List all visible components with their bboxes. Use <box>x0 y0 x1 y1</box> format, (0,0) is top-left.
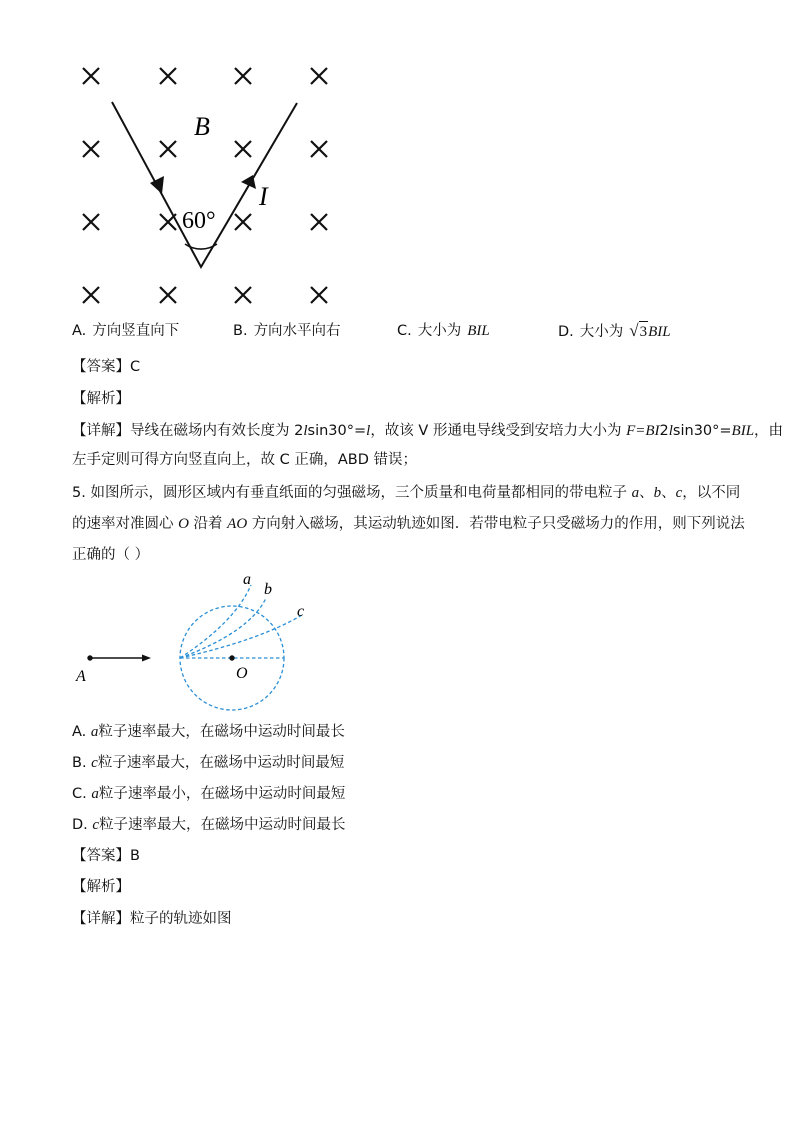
trajectory-label-c: c <box>297 603 305 620</box>
option-particle: c <box>91 755 98 771</box>
detail-text: ，故该 V 形通电导线受到安培力大小为 <box>370 423 627 439</box>
q5-stem-line1 <box>72 483 740 503</box>
q5-option-c <box>72 784 345 804</box>
option-text: 方向竖直向下 <box>92 323 180 339</box>
point-a-label: A <box>76 668 86 685</box>
q5-option-a <box>72 722 345 742</box>
stem-text: 方向射入磁场，其运动轨迹如图．若带电粒子只受磁场力的作用，则下列说法 <box>247 516 745 532</box>
circle-region <box>180 585 305 710</box>
option-letter: C. <box>72 786 87 802</box>
option-particle: a <box>91 786 99 802</box>
angle-label: 60° <box>182 208 216 234</box>
q5-option-d <box>72 815 346 835</box>
option-text: 粒子速率最大，在磁场中运动时间最长 <box>98 724 345 740</box>
q5-option-b <box>72 753 344 773</box>
option-letter: D. <box>558 324 574 340</box>
q4-analysis-heading: 【解析】 <box>72 391 130 407</box>
detail-text: 2 <box>659 423 669 439</box>
point-o-dot <box>229 655 234 660</box>
field-cross-marks <box>83 68 327 303</box>
q4-detail-line1 <box>72 421 783 441</box>
incident-arrow <box>142 655 151 662</box>
math-bil: BIL <box>731 423 755 439</box>
v-wire-field-figure <box>70 55 350 315</box>
q5-analysis-heading: 【解析】 <box>72 879 130 895</box>
circular-field-figure <box>70 570 330 715</box>
field-label: B <box>194 112 210 141</box>
option-math: BIL <box>648 324 671 340</box>
q5-stem-line2 <box>72 514 745 534</box>
option-text: 大小为 <box>417 323 462 339</box>
current-label: I <box>259 182 268 211</box>
detail-text: sin30°= <box>307 423 367 439</box>
detail-text: ，由 <box>754 423 784 439</box>
option-letter: A. <box>72 323 87 339</box>
option-letter: D. <box>72 817 88 833</box>
option-text: 大小为 <box>579 324 624 340</box>
option-particle: a <box>90 724 99 740</box>
trajectory-label-a: a <box>243 571 251 588</box>
option-letter: B. <box>233 323 248 339</box>
sqrt-sign: √ <box>629 321 639 340</box>
point-o: O <box>178 516 189 532</box>
option-text: 粒子速率最大，在磁场中运动时间最长 <box>99 817 346 833</box>
q4-option-a <box>72 321 179 341</box>
detail-text: sin30°= <box>672 423 732 439</box>
q5-answer: 【答案】B <box>72 848 140 864</box>
detail-text: 导线在磁场内有效长度为 2 <box>130 423 304 439</box>
option-math: BIL <box>467 323 490 339</box>
math-l: l <box>366 423 371 439</box>
math-l: l <box>303 423 308 439</box>
option-letter: A. <box>72 724 87 740</box>
q4-option-d <box>558 321 671 342</box>
sqrt-expression <box>629 321 670 342</box>
math-f: F=BI <box>626 423 660 439</box>
trajectory-label-b: b <box>264 581 272 598</box>
math-l: l <box>668 423 673 439</box>
segment-ao: AO <box>227 516 248 532</box>
stem-text: 、 <box>639 485 654 501</box>
q4-detail-line2: 左手定则可得方向竖直向上，故 C 正确，ABD 错误； <box>72 452 417 468</box>
option-text: 粒子速率最大，在磁场中运动时间最短 <box>97 755 345 771</box>
particle-c: c <box>675 485 683 501</box>
q4-option-b <box>233 321 341 341</box>
q5-detail: 【详解】粒子的轨迹如图 <box>72 911 232 927</box>
stem-text: 沿着 <box>188 516 228 532</box>
particle-b: b <box>653 485 662 501</box>
sqrt-radicand: 3 <box>639 321 649 342</box>
option-letter: C. <box>397 323 412 339</box>
q4-option-c <box>397 321 490 341</box>
stem-text: 5. 如图所示，圆形区域内有垂直纸面的匀强磁场，三个质量和电荷量都相同的带电粒子 <box>72 485 632 501</box>
option-letter: B. <box>72 755 87 771</box>
detail-tag: 【详解】 <box>72 423 130 439</box>
stem-text: 的速率对准圆心 <box>72 516 179 532</box>
point-o-label: O <box>236 665 248 682</box>
stem-text: 、 <box>661 485 676 501</box>
option-text: 方向水平向右 <box>253 323 341 339</box>
q4-answer: 【答案】C <box>72 359 141 375</box>
particle-a: a <box>631 485 640 501</box>
current-arrow-down <box>150 176 164 194</box>
stem-text: ，以不同 <box>682 485 741 501</box>
option-particle: c <box>92 817 100 833</box>
option-text: 粒子速率最小，在磁场中运动时间最短 <box>98 786 346 802</box>
q5-stem-line3: 正确的（ ） <box>72 547 150 563</box>
point-a-dot <box>87 655 92 660</box>
